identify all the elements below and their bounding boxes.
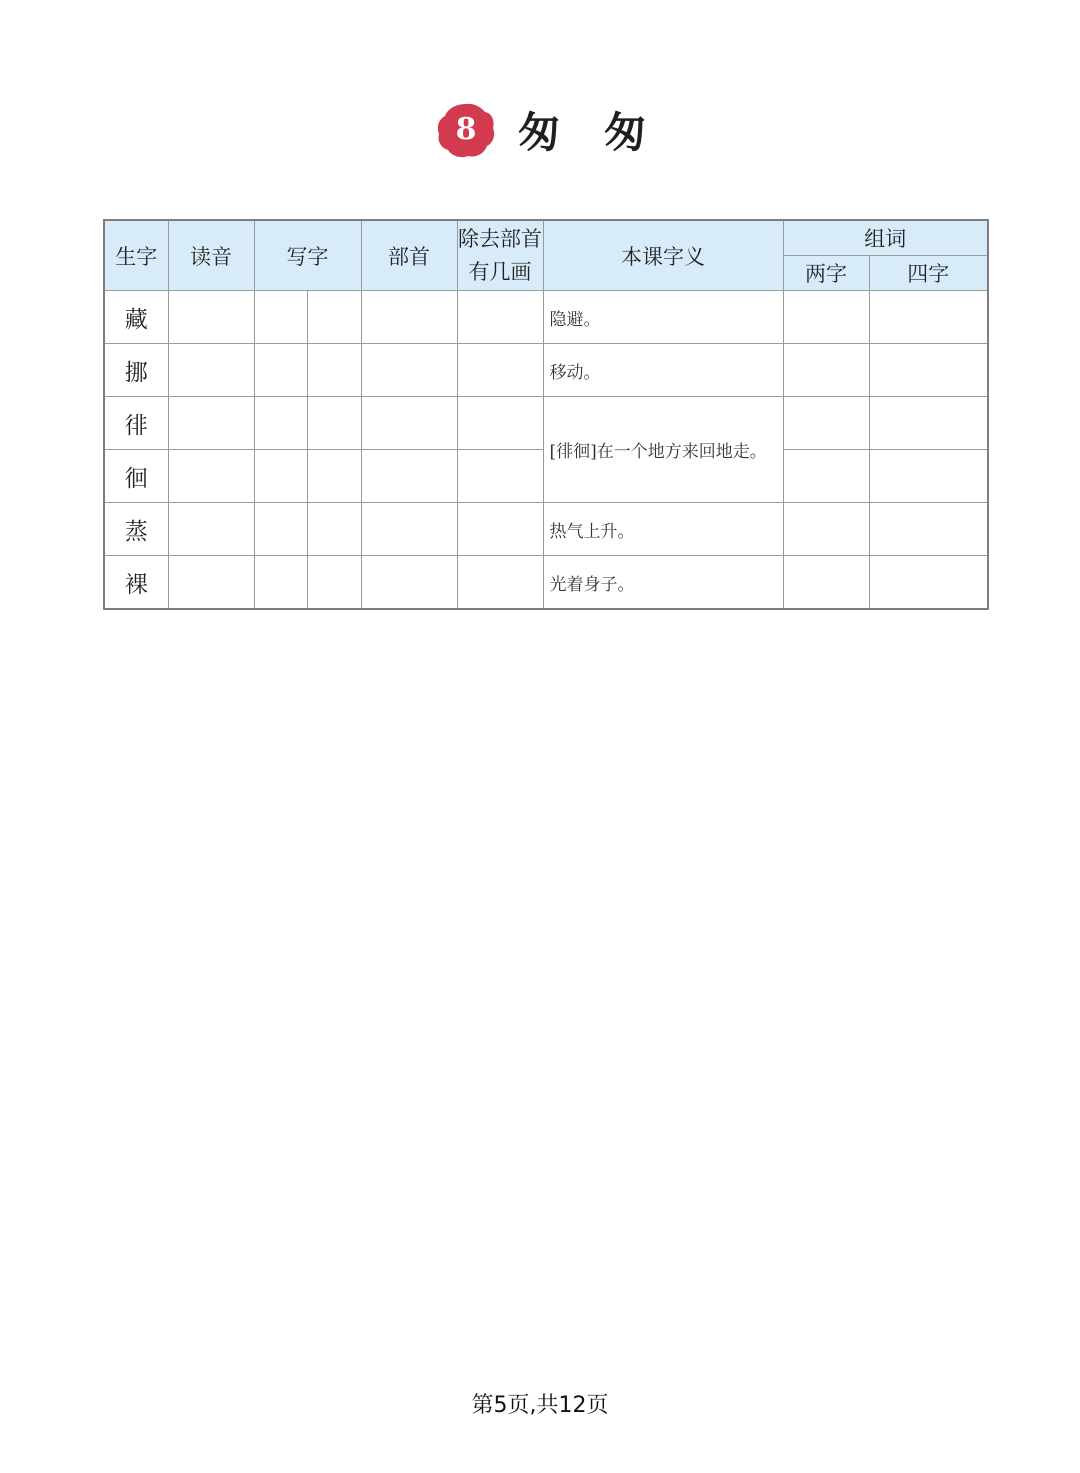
char-cell: 裸 <box>104 556 168 610</box>
write-cell[interactable] <box>254 397 307 450</box>
pinyin-cell[interactable] <box>168 503 254 556</box>
radical-cell[interactable] <box>361 344 457 397</box>
radical-cell[interactable] <box>361 556 457 610</box>
header-meaning: 本课字义 <box>543 220 783 291</box>
lesson-heading <box>436 98 690 162</box>
table-row <box>104 344 988 397</box>
strokes-cell[interactable] <box>457 450 543 503</box>
header-strokes-line1: 除去部首 <box>458 226 542 251</box>
two-char-word-cell[interactable] <box>783 397 869 450</box>
two-char-word-cell[interactable] <box>783 503 869 556</box>
meaning-cell: 移动。 <box>543 344 783 397</box>
meaning-cell: 隐避。 <box>543 291 783 344</box>
header-radical: 部首 <box>361 220 457 291</box>
strokes-cell[interactable] <box>457 503 543 556</box>
write-cell[interactable] <box>307 291 361 344</box>
meaning-cell: 热气上升。 <box>543 503 783 556</box>
char-cell: 藏 <box>104 291 168 344</box>
header-char: 生字 <box>104 220 168 291</box>
radical-cell[interactable] <box>361 291 457 344</box>
four-char-word-cell[interactable] <box>869 503 988 556</box>
lesson-number-badge <box>436 101 496 159</box>
pinyin-cell[interactable] <box>168 344 254 397</box>
two-char-word-cell[interactable] <box>783 450 869 503</box>
two-char-word-cell[interactable] <box>783 556 869 610</box>
four-char-word-cell[interactable] <box>869 556 988 610</box>
strokes-cell[interactable] <box>457 291 543 344</box>
pinyin-cell[interactable] <box>168 397 254 450</box>
page-indicator: 第5页,共12页 <box>471 1393 609 1418</box>
pinyin-cell[interactable] <box>168 450 254 503</box>
char-cell: 徘 <box>104 397 168 450</box>
four-char-word-cell[interactable] <box>869 450 988 503</box>
radical-cell[interactable] <box>361 450 457 503</box>
header-strokes <box>457 220 543 291</box>
header-pinyin: 读音 <box>168 220 254 291</box>
lesson-title: 匆匆 <box>518 108 691 157</box>
write-cell[interactable] <box>254 556 307 610</box>
header-four-char: 四字 <box>869 256 988 291</box>
char-cell: 蒸 <box>104 503 168 556</box>
char-cell: 挪 <box>104 344 168 397</box>
strokes-cell[interactable] <box>457 397 543 450</box>
write-cell[interactable] <box>307 450 361 503</box>
radical-cell[interactable] <box>361 503 457 556</box>
table-row <box>104 503 988 556</box>
two-char-word-cell[interactable] <box>783 344 869 397</box>
vocabulary-table <box>103 219 989 610</box>
header-strokes-line2: 有几画 <box>468 259 532 284</box>
lesson-number: 8 <box>455 112 477 147</box>
header-write: 写字 <box>254 220 361 291</box>
table-row <box>104 291 988 344</box>
write-cell[interactable] <box>254 503 307 556</box>
pinyin-cell[interactable] <box>168 291 254 344</box>
write-cell[interactable] <box>307 503 361 556</box>
four-char-word-cell[interactable] <box>869 397 988 450</box>
write-cell[interactable] <box>254 344 307 397</box>
write-cell[interactable] <box>254 291 307 344</box>
meaning-cell: 光着身子。 <box>543 556 783 610</box>
strokes-cell[interactable] <box>457 556 543 610</box>
strokes-cell[interactable] <box>457 344 543 397</box>
four-char-word-cell[interactable] <box>869 291 988 344</box>
two-char-word-cell[interactable] <box>783 291 869 344</box>
write-cell[interactable] <box>307 556 361 610</box>
write-cell[interactable] <box>307 344 361 397</box>
write-cell[interactable] <box>254 450 307 503</box>
four-char-word-cell[interactable] <box>869 344 988 397</box>
char-cell: 徊 <box>104 450 168 503</box>
table-row <box>104 556 988 610</box>
pinyin-cell[interactable] <box>168 556 254 610</box>
radical-cell[interactable] <box>361 397 457 450</box>
write-cell[interactable] <box>307 397 361 450</box>
header-words: 组词 <box>783 220 988 256</box>
table-row <box>104 397 988 450</box>
header-two-char: 两字 <box>783 256 869 291</box>
meaning-cell: [徘徊]在一个地方来回地走。 <box>543 397 783 503</box>
